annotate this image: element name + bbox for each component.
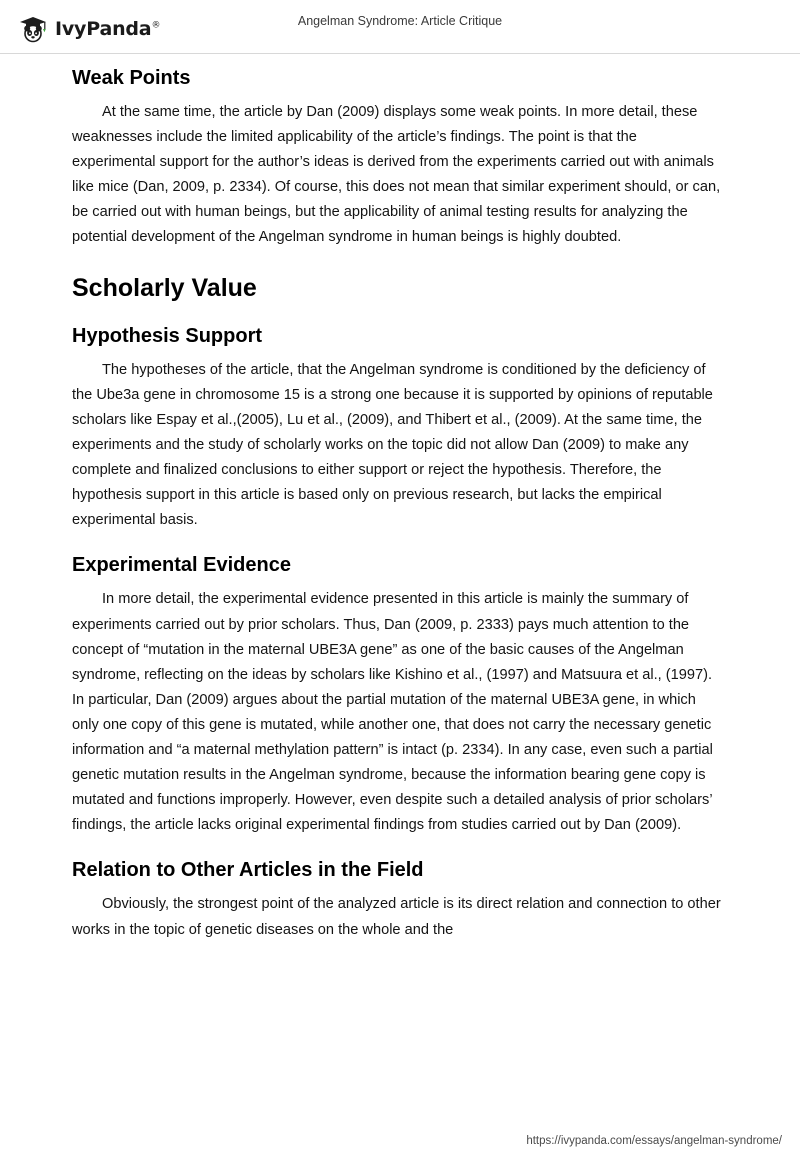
document-body [72, 62, 722, 943]
paragraph-hypothesis-support: The hypotheses of the article, that the Angelman syndrome is conditioned by the deficiency of the Ube3a gene in chromosome 15 is a strong one because it is supported by opinions of reputable scholars like Espay et al.,(2005), Lu et al., (2009), and Thibert et al., (2009). At the same time, the experiments and the study of scholarly works on the topic did not allow Dan (2009) to make any complete and finalized conclusions to either support or reject the hypothesis. Therefore, the hypothesis support in this article is based only on previous research, but lacks the empirical experimental basis. [72, 361, 713, 529]
heading-hypothesis-support: Hypothesis Support [72, 324, 263, 347]
paragraph-relation-to-other-articles: Obviously, the strongest point of the analyzed article is its direct relation and connection to other works in the topic of genetic diseases on the whole and the [72, 896, 721, 938]
brand-name-text: IvyPanda [55, 18, 152, 40]
heading-experimental-evidence: Experimental Evidence [72, 554, 291, 577]
brand-trademark: ® [151, 20, 161, 31]
document-title: Angelman Syndrome: Article Critique [297, 14, 503, 28]
paragraph-weak-points: At the same time, the article by Dan (2009) displays some weak points. In more detail, these weaknesses include the limited applicability of the article’s findings. The point is that the experimental support for the author’s ideas is derived from the experiments carried out with animals like mice (Dan, 2009, p. 2334). Of course, this does not mean that similar experiment should, or can, be carried out with human beings, but the applicability of animal testing results for analyzing the potential development of the Angelman syndrome in human beings is highly doubted. [72, 104, 721, 246]
heading-scholarly-value: Scholarly Value [72, 273, 257, 302]
page-header [0, 0, 800, 54]
heading-relation-to-other-articles: Relation to Other Articles in the Field [72, 859, 424, 882]
footer-source-url[interactable]: https://ivypanda.com/essays/angelman-syndrome/ [526, 1135, 782, 1147]
paragraph-experimental-evidence: In more detail, the experimental evidence presented in this article is mainly the summary of experiments carried out by prior scholars. Thus, Dan (2009, p. 2333) pays much attention to the concept of “mutation in the maternal UBE3A gene” as one of the basic causes of the Angelman syndrome, reflecting on the ideas by scholars like Kishino et al., (1997) and Matsuura et al., (1997). In particular, Dan (2009) argues about the partial mutation of the maternal UBE3A gene, in which only one copy of this gene is mutated, while another one, that does not carry the necessary genetic information and “a maternal methylation pattern” is intact (p. 2334). In any case, even such a partial genetic mutation results in the Angelman syndrome, because the information bearing gene copy is mutated and functions improperly. However, even despite such a detailed analysis of prior scholars’ findings, the article lacks original experimental findings from studies carried out by Dan (2009). [72, 591, 713, 834]
heading-weak-points: Weak Points [72, 67, 191, 89]
page-footer [0, 1114, 800, 1160]
